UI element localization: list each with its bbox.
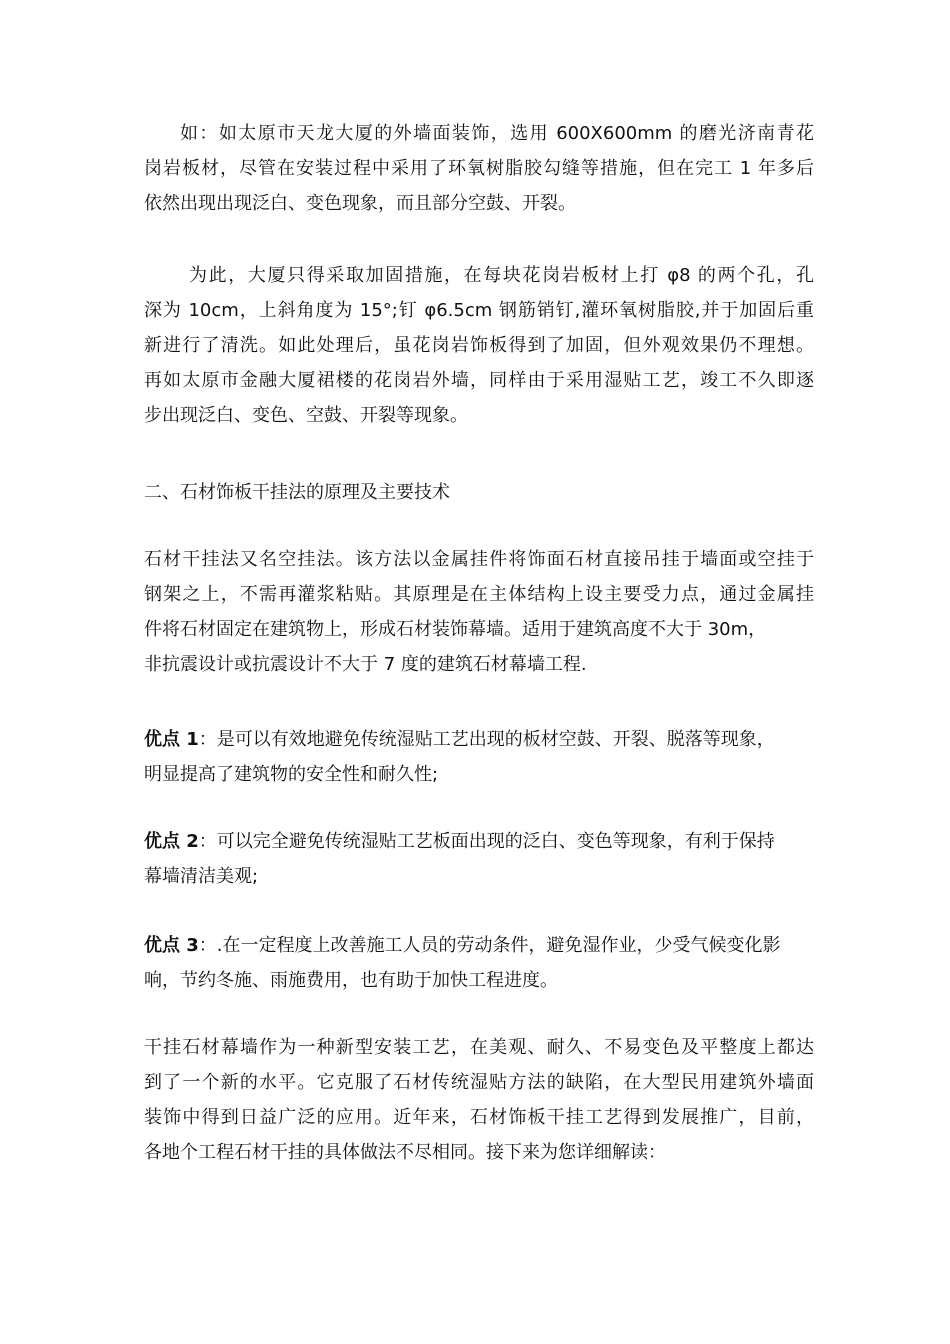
text-line: 各地个工程石材干挂的具体做法不尽相同。接下来为您详细解读： (144, 1142, 666, 1163)
text-line: 非抗震设计或抗震设计不大于 7 度的建筑石材幕墙工程. (144, 654, 587, 675)
text-line: 装饰中得到日益广泛的应用。近年来，石材饰板干挂工艺得到发展推广，目前， (144, 1107, 814, 1128)
text-line: 为此，大厦只得采取加固措施，在每块花岗岩板材上打 φ8 的两个孔，孔 (189, 265, 814, 286)
text-line (144, 824, 814, 859)
text-line: 依然出现出现泛白、变色现象，而且部分空鼓、开裂。 (144, 193, 576, 214)
text-line: 新进行了清洗。如此处理后，虽花岗岩饰板得到了加固，但外观效果仍不理想。 (144, 335, 814, 356)
text-line: 响，节约冬施、雨施费用，也有助于加快工程进度。 (144, 970, 558, 991)
text-line: 步出现泛白、变色、空鼓、开裂等现象。 (144, 405, 468, 426)
advantage-label: 优点 1 (144, 729, 199, 750)
text-line: 明显提高了建筑物的安全性和耐久性; (144, 764, 439, 785)
text-line: 幕墙清洁美观; (144, 866, 259, 887)
paragraph-example-tianlong (144, 116, 814, 221)
text-line: 深为 10cm，上斜角度为 15°;钉 φ6.5cm 钢筋销钉,灌环氧树脂胶,并于加固后重 (144, 300, 814, 321)
advantage-label: 优点 2 (144, 831, 199, 852)
text-line: 到了一个新的水平。它克服了石材传统湿贴方法的缺陷，在大型民用建筑外墙面 (144, 1072, 814, 1093)
text-line: 石材干挂法又名空挂法。该方法以金属挂件将饰面石材直接吊挂于墙面或空挂于 (144, 549, 814, 570)
paragraph-reinforcement (144, 258, 814, 433)
text-line: 再如太原市金融大厦裙楼的花岗岩外墙，同样由于采用湿贴工艺，竣工不久即逐 (144, 370, 814, 391)
text-line: 钢架之上，不需再灌浆粘贴。其原理是在主体结构上设主要受力点，通过金属挂 (144, 584, 814, 605)
paragraph-dry-hanging-principle (144, 542, 814, 682)
advantage-3 (144, 928, 814, 998)
advantage-text: ：是可以有效地避免传统湿贴工艺出现的板材空鼓、开裂、脱落等现象， (198, 729, 775, 750)
advantage-label: 优点 3 (144, 935, 199, 956)
text-line: 岗岩板材，尽管在安装过程中采用了环氧树脂胶勾缝等措施，但在完工 1 年多后 (144, 158, 814, 179)
section-heading (144, 475, 814, 510)
heading-text: 二、石材饰板干挂法的原理及主要技术 (144, 482, 450, 503)
advantage-text: ：.在一定程度上改善施工人员的劳动条件，避免湿作业，少受气候变化影 (198, 935, 781, 956)
text-line (144, 722, 814, 757)
text-line: 件将石材固定在建筑物上，形成石材装饰幕墙。适用于建筑高度不大于 30m， (144, 619, 767, 640)
paragraph-conclusion (144, 1030, 814, 1170)
advantage-text: ：可以完全避免传统湿贴工艺板面出现的泛白、变色等现象，有利于保持 (198, 831, 775, 852)
advantage-1 (144, 722, 814, 792)
text-line: 如：如太原市天龙大厦的外墙面装饰，选用 600X600mm 的磨光济南青花 (180, 123, 814, 144)
advantage-2 (144, 824, 814, 894)
text-line (144, 928, 814, 963)
text-line: 干挂石材幕墙作为一种新型安装工艺，在美观、耐久、不易变色及平整度上都达 (144, 1037, 814, 1058)
